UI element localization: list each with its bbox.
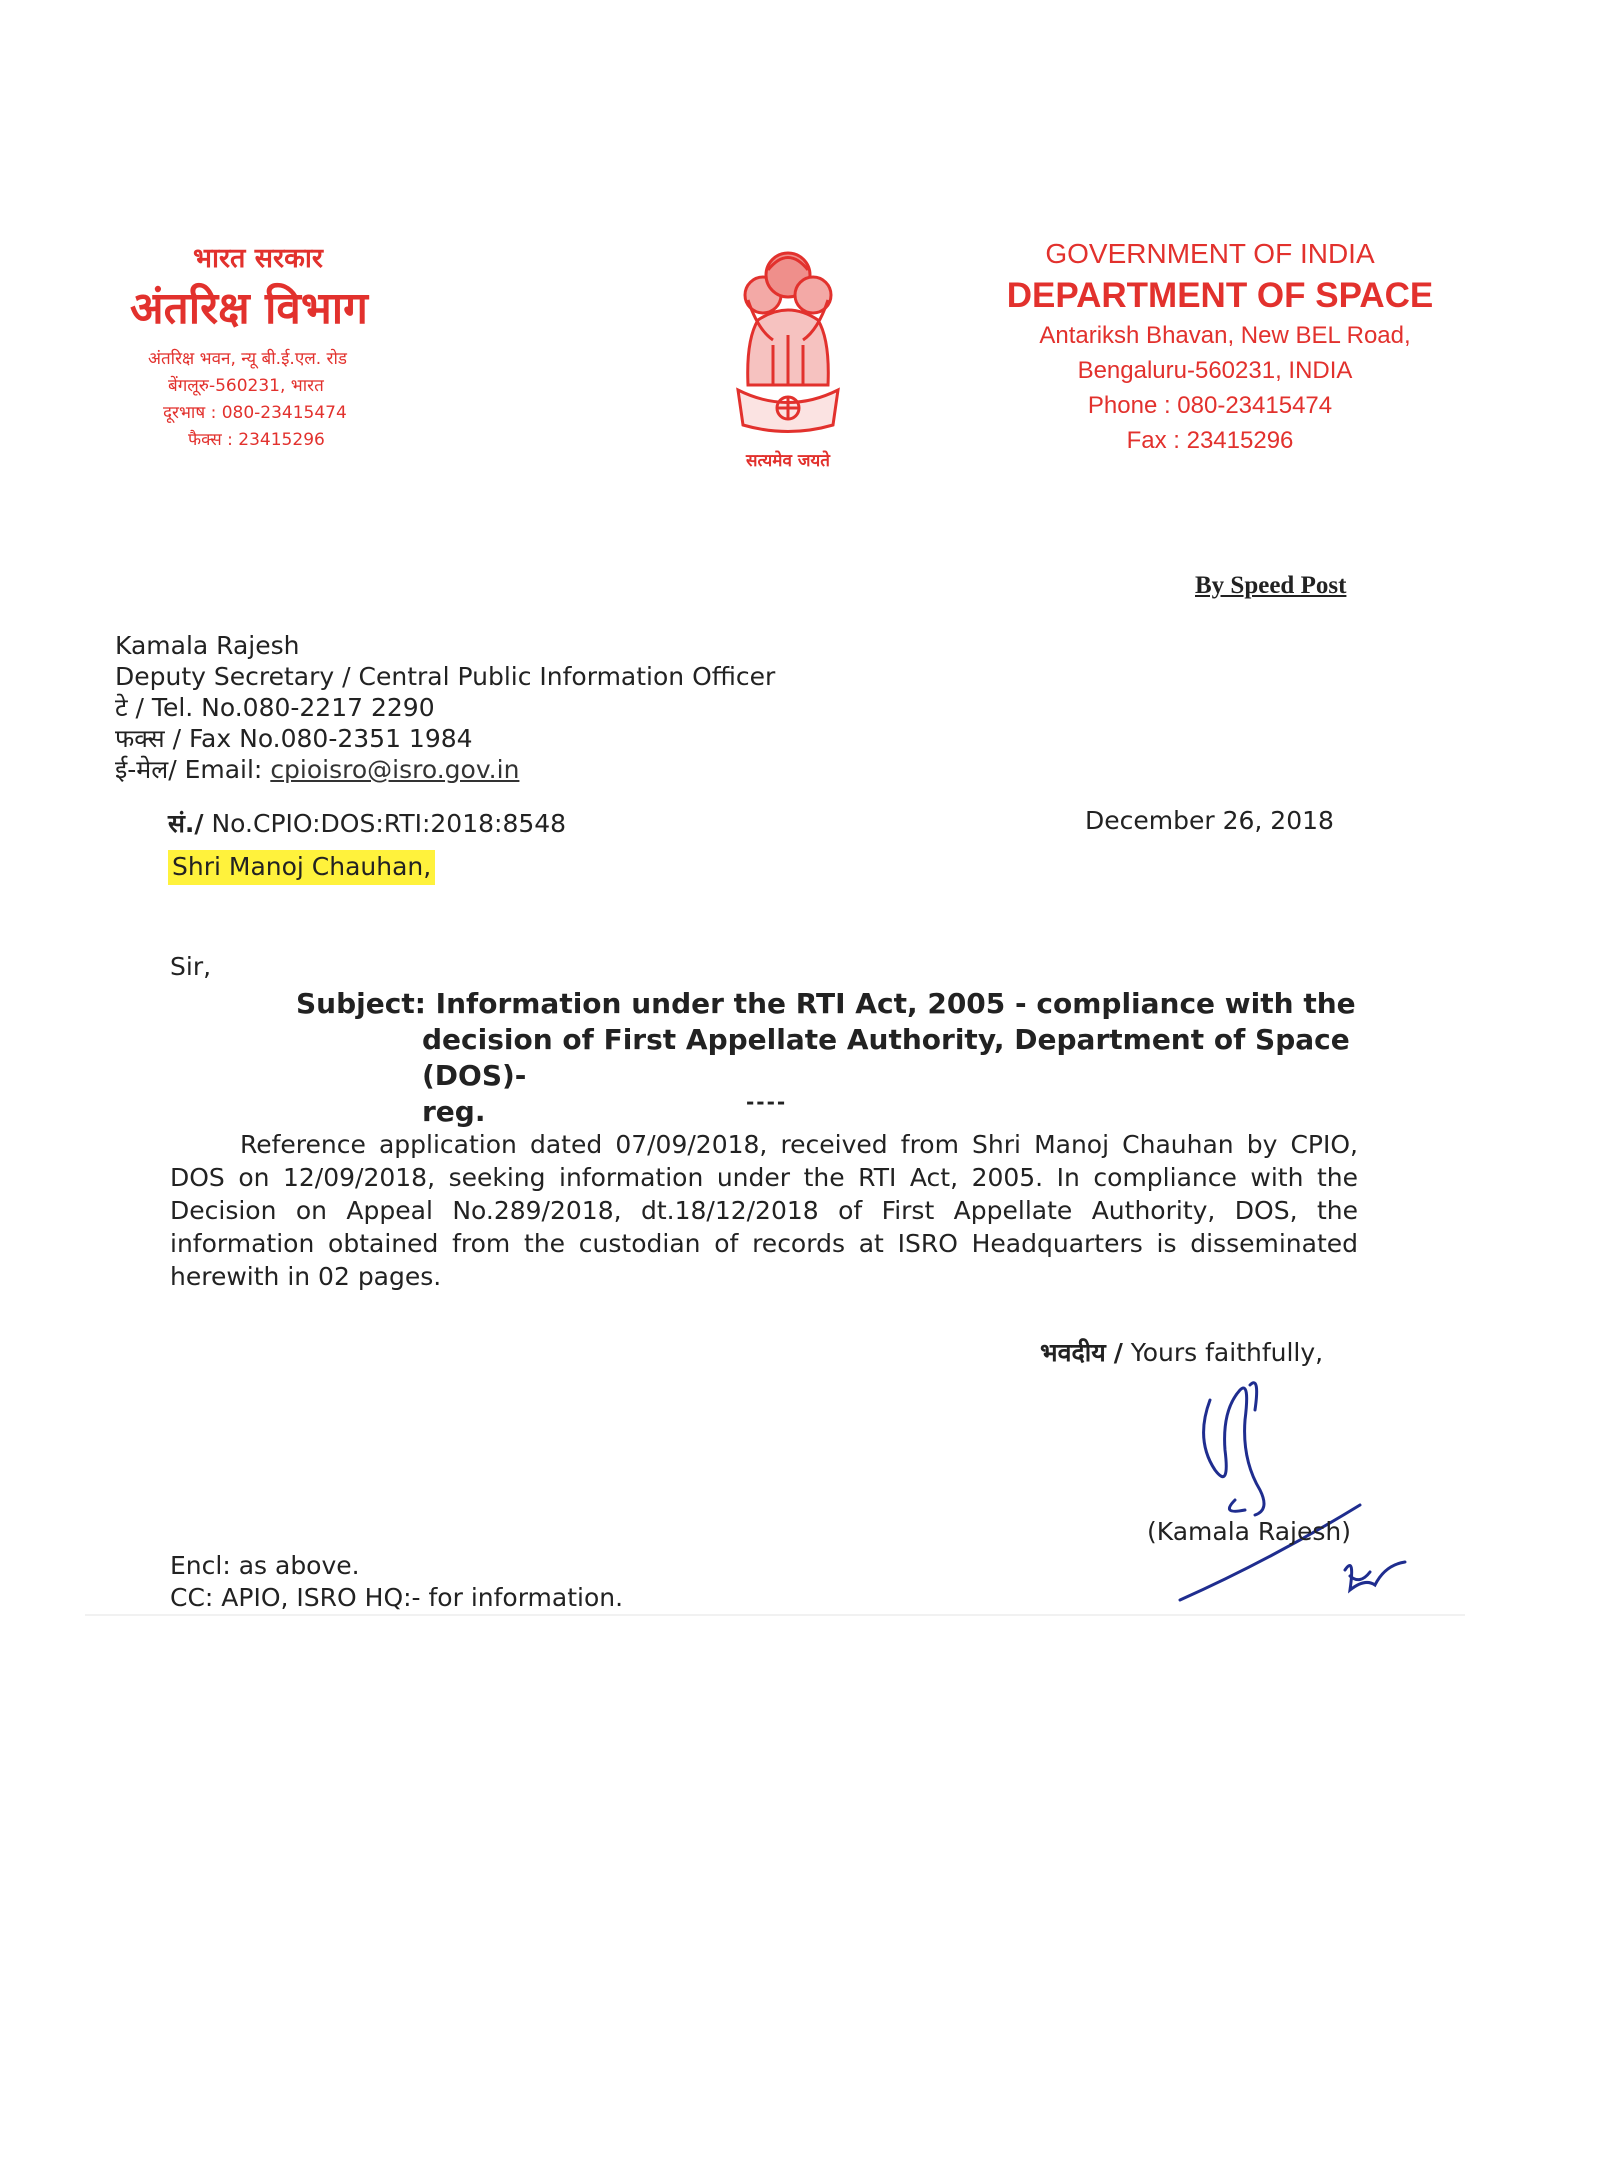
addressee: Shri Manoj Chauhan,	[168, 850, 435, 885]
salutation: Sir,	[170, 952, 212, 981]
sender-block	[115, 630, 775, 785]
hindi-address-line1: अंतरिक्ष भवन, न्यू बी.ई.एल. रोड	[148, 349, 348, 369]
subject-line3: reg.	[422, 1095, 486, 1128]
subject-line2: decision of First Appellate Authority, Department of Space (DOS)-	[422, 1023, 1350, 1092]
copy-to: CC: APIO, ISRO HQ:- for information.	[170, 1583, 624, 1612]
letter-date: December 26, 2018	[1085, 806, 1334, 835]
english-address-line2: Bengaluru-560231, INDIA	[1077, 357, 1353, 384]
english-government-heading: GOVERNMENT OF INDIA	[1045, 238, 1375, 269]
sender-tel: टे / Tel. No.080-2217 2290	[115, 693, 435, 722]
sender-email-row	[115, 754, 775, 785]
signature-icon	[1150, 1340, 1430, 1620]
sender-designation: Deputy Secretary / Central Public Information Officer	[115, 662, 776, 691]
separator: ----	[746, 1090, 788, 1114]
hindi-address-line2: बेंगलूरु-560231, भारत	[168, 376, 324, 396]
english-department-heading: DEPARTMENT OF SPACE	[1006, 276, 1434, 315]
bottom-rule	[85, 1614, 1465, 1616]
closing-hindi: भवदीय	[1040, 1338, 1106, 1367]
enclosure: Encl: as above.	[170, 1551, 360, 1580]
signatory-name: (Kamala Rajesh)	[1147, 1517, 1352, 1546]
subject-line1: Information under the RTI Act, 2005 - compliance with the	[435, 987, 1356, 1020]
reference-value: No.CPIO:DOS:RTI:2018:8548	[211, 809, 567, 838]
english-phone: Phone : 080-23415474	[1087, 392, 1333, 419]
sender-name: Kamala Rajesh	[115, 631, 300, 660]
body-paragraph: Reference application dated 07/09/2018, received from Shri Manoj Chauhan by CPIO, DOS on 12/09/2018, seeking information under the RTI Act, 2005. In compliance with the Decision on Appeal No.289/2018, dt.18/12/2018 of First Appellate Authority, DOS, the information obtained from the custodian of records at ISRO Headquarters is disseminated herewith in 02 pages.	[170, 1130, 1358, 1291]
delivery-mode: By Speed Post	[1195, 572, 1347, 599]
reference-prefix: सं./	[168, 809, 204, 838]
english-address-line1: Antariksh Bhavan, New BEL Road,	[1039, 322, 1411, 349]
hindi-government-heading: भारत सरकार	[193, 243, 323, 274]
sender-fax: फक्स / Fax No.080-2351 1984	[115, 724, 473, 753]
closing-english: Yours faithfully,	[1130, 1338, 1324, 1367]
national-emblem-icon	[718, 240, 858, 440]
hindi-fax: फैक्स : 23415296	[188, 430, 325, 450]
email-label: ई-मेल/ Email:	[115, 755, 263, 784]
hindi-phone: दूरभाष : 080-23415474	[163, 403, 347, 423]
enclosure-block	[170, 1550, 623, 1614]
subject-label: Subject:	[296, 987, 426, 1020]
subject	[296, 986, 1366, 1130]
english-fax: Fax : 23415296	[1126, 427, 1294, 454]
hindi-department-heading: अंतरिक्ष विभाग	[130, 283, 368, 334]
emblem-motto: सत्यमेव जयते	[746, 451, 830, 471]
reference-number	[168, 806, 566, 840]
closing-separator: /	[1113, 1338, 1123, 1367]
email-link[interactable]: cpioisro@isro.gov.in	[270, 755, 520, 784]
